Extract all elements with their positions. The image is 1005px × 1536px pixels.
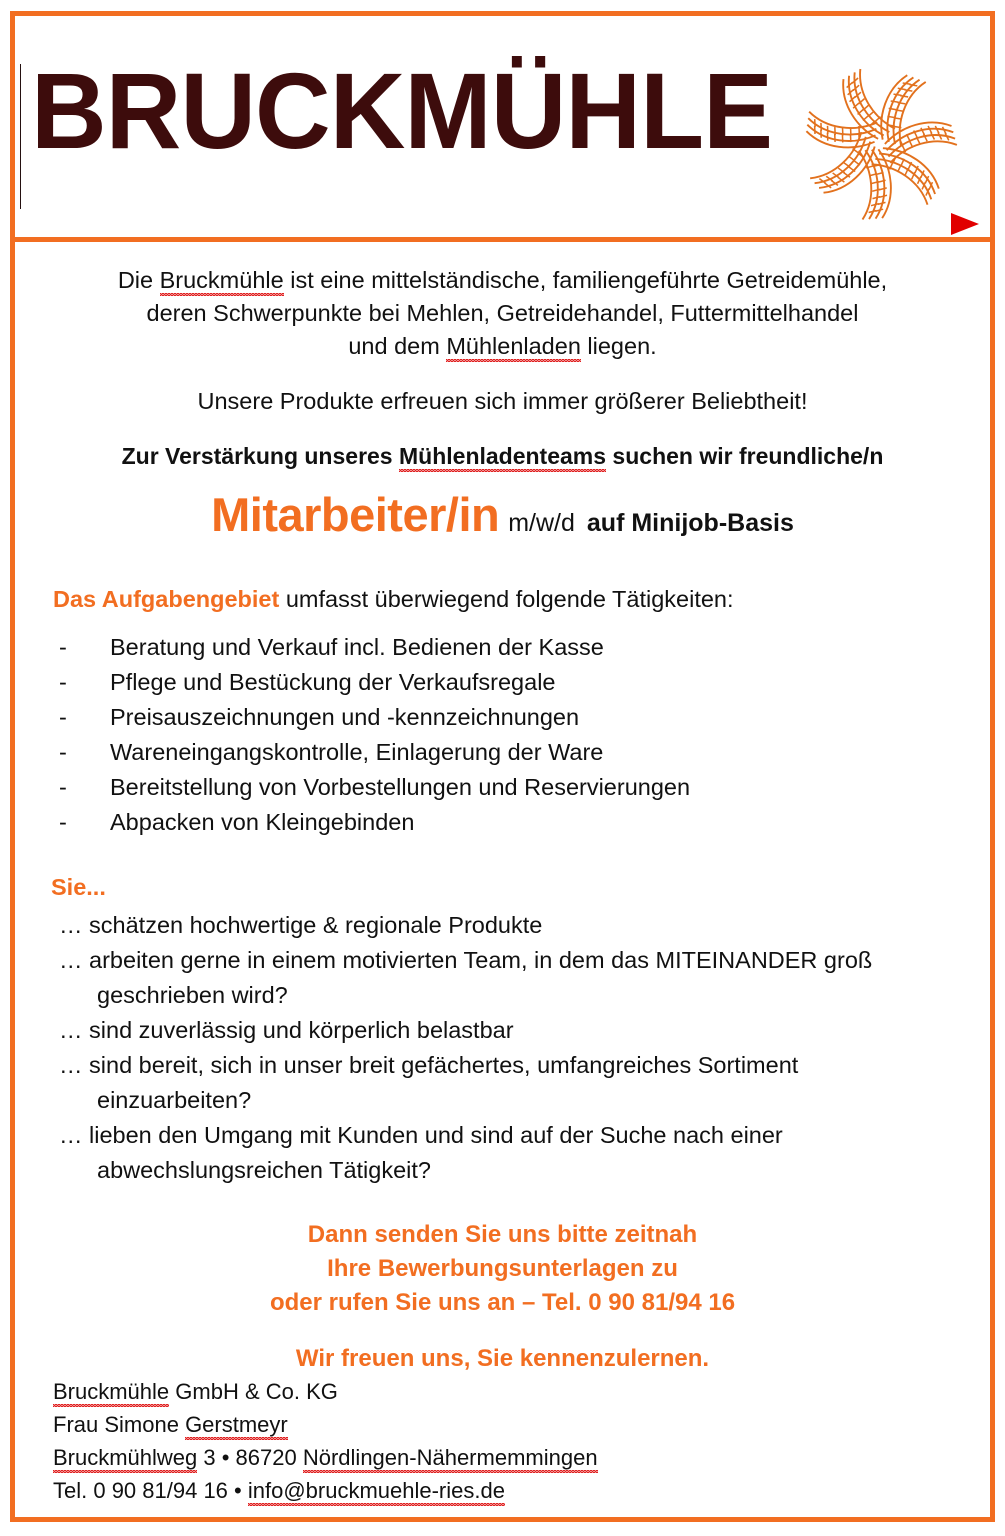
task-text: Abpacken von Kleingebinden	[110, 809, 415, 835]
footer-contact-block	[53, 1375, 598, 1507]
dash-bullet-icon: -	[59, 774, 67, 800]
footer-company-suffix: GmbH & Co. KG	[169, 1379, 338, 1404]
footer-company-misspelled: Bruckmühle	[53, 1379, 169, 1407]
list-item	[15, 735, 990, 770]
page-border-frame	[10, 11, 995, 1522]
list-item: … sind bereit, sich in unser breit gefächertes, umfangreiches Sortiment einzuarbeiten?	[59, 1052, 799, 1113]
dash-bullet-icon: -	[59, 669, 67, 695]
intro-paragraph-1	[15, 242, 990, 363]
dash-bullet-icon: -	[59, 739, 67, 765]
list-item: … schätzen hochwertige & regionale Produkte	[59, 912, 543, 938]
dash-bullet-icon: -	[59, 634, 67, 660]
company-wordmark: BRUCKMÜHLE	[31, 50, 773, 171]
intro-text-2: deren Schwerpunkte bei Mehlen, Getreidehandel, Futtermittelhandel	[146, 300, 859, 326]
footer-address-mid: 3 • 86720	[197, 1445, 303, 1470]
recruit-statement	[15, 440, 990, 473]
header-textbox-edge	[20, 64, 21, 209]
dash-bullet-icon: -	[59, 704, 67, 730]
tasks-section-heading	[15, 584, 990, 614]
list-item	[15, 630, 990, 665]
call-to-action	[15, 1218, 990, 1376]
tasks-heading-accent: Das Aufgabengebiet	[53, 586, 280, 612]
intro-text-1c: ist eine mittelständische, familiengeführte Getreidemühle,	[283, 267, 888, 293]
footer-phone-email-line	[53, 1474, 598, 1507]
task-text: Preisauszeichnungen und -kennzeichnungen	[110, 704, 580, 730]
intro-muehlenladen-misspelled: Mühlenladen	[446, 333, 581, 362]
cta-line-3-phone: oder rufen Sie uns an – Tel. 0 90 81/94 16	[269, 1289, 736, 1316]
list-item: … lieben den Umgang mit Kunden und sind auf der Suche nach einer abwechslungsreichen Tätigkeit?	[59, 1122, 783, 1183]
footer-email-misspelled[interactable]: info@bruckmuehle-ries.de	[248, 1478, 505, 1506]
job-title: Mitarbeiter/in	[211, 488, 500, 541]
footer-phone: Tel. 0 90 81/94 16 •	[53, 1478, 248, 1503]
job-title-row	[15, 487, 990, 542]
task-text: Pflege und Bestückung der Verkaufsregale	[110, 669, 556, 695]
list-item	[15, 770, 990, 805]
footer-company-line	[53, 1375, 598, 1408]
tasks-list	[15, 630, 990, 840]
list-item	[15, 805, 990, 840]
task-text: Beratung und Verkauf incl. Bedienen der Kasse	[110, 634, 604, 660]
footer-street-misspelled: Bruckmühlweg	[53, 1445, 197, 1473]
list-item	[15, 700, 990, 735]
intro-text-3a: und dem	[348, 333, 447, 359]
job-gender-note: m/w/d	[508, 509, 575, 537]
content-area	[15, 242, 990, 1517]
cta-closing-line: Wir freuen uns, Sie kennenzulernen.	[295, 1345, 710, 1372]
intro-paragraph-2: Unsere Produkte erfreuen sich immer größerer Beliebtheit!	[197, 388, 808, 414]
requirements-list	[15, 908, 990, 1188]
intro-text-1a: Die	[117, 267, 160, 293]
list-item: … sind zuverlässig und körperlich belastbar	[59, 1017, 514, 1043]
footer-city-misspelled: Nördlingen-Nähermemmingen	[303, 1445, 598, 1473]
requirements-section-heading: Sie...	[51, 874, 106, 900]
list-item	[15, 665, 990, 700]
job-employment-basis: auf Minijob-Basis	[586, 509, 794, 537]
footer-contact-person-line	[53, 1408, 598, 1441]
footer-person-surname-misspelled: Gerstmeyr	[185, 1412, 288, 1440]
footer-address-line	[53, 1441, 598, 1474]
cta-line-2: Ihre Bewerbungsunterlagen zu	[327, 1255, 678, 1282]
task-text: Wareneingangskontrolle, Einlagerung der Ware	[110, 739, 604, 765]
recruit-text-a: Zur Verstärkung unseres	[121, 443, 399, 469]
footer-person-prefix: Frau Simone	[53, 1412, 186, 1437]
header-band	[15, 16, 990, 242]
intro-company-misspelled: Bruckmühle	[160, 267, 284, 296]
wheat-pinwheel-logo-icon	[787, 54, 972, 234]
intro-text-3c: liegen.	[580, 333, 657, 359]
dash-bullet-icon: -	[59, 809, 67, 835]
cta-line-1: Dann senden Sie uns bitte zeitnah	[307, 1221, 698, 1248]
recruit-text-c: suchen wir freundliche/n	[606, 443, 884, 469]
recruit-team-misspelled: Mühlenladenteams	[399, 443, 606, 472]
red-play-triangle-icon	[945, 211, 987, 242]
tasks-heading-rest: umfasst überwiegend folgende Tätigkeiten:	[279, 586, 734, 612]
task-text: Bereitstellung von Vorbestellungen und Reservierungen	[110, 774, 691, 800]
list-item: … arbeiten gerne in einem motivierten Team, in dem das MITEINANDER groß geschrieben wird?	[59, 947, 873, 1008]
